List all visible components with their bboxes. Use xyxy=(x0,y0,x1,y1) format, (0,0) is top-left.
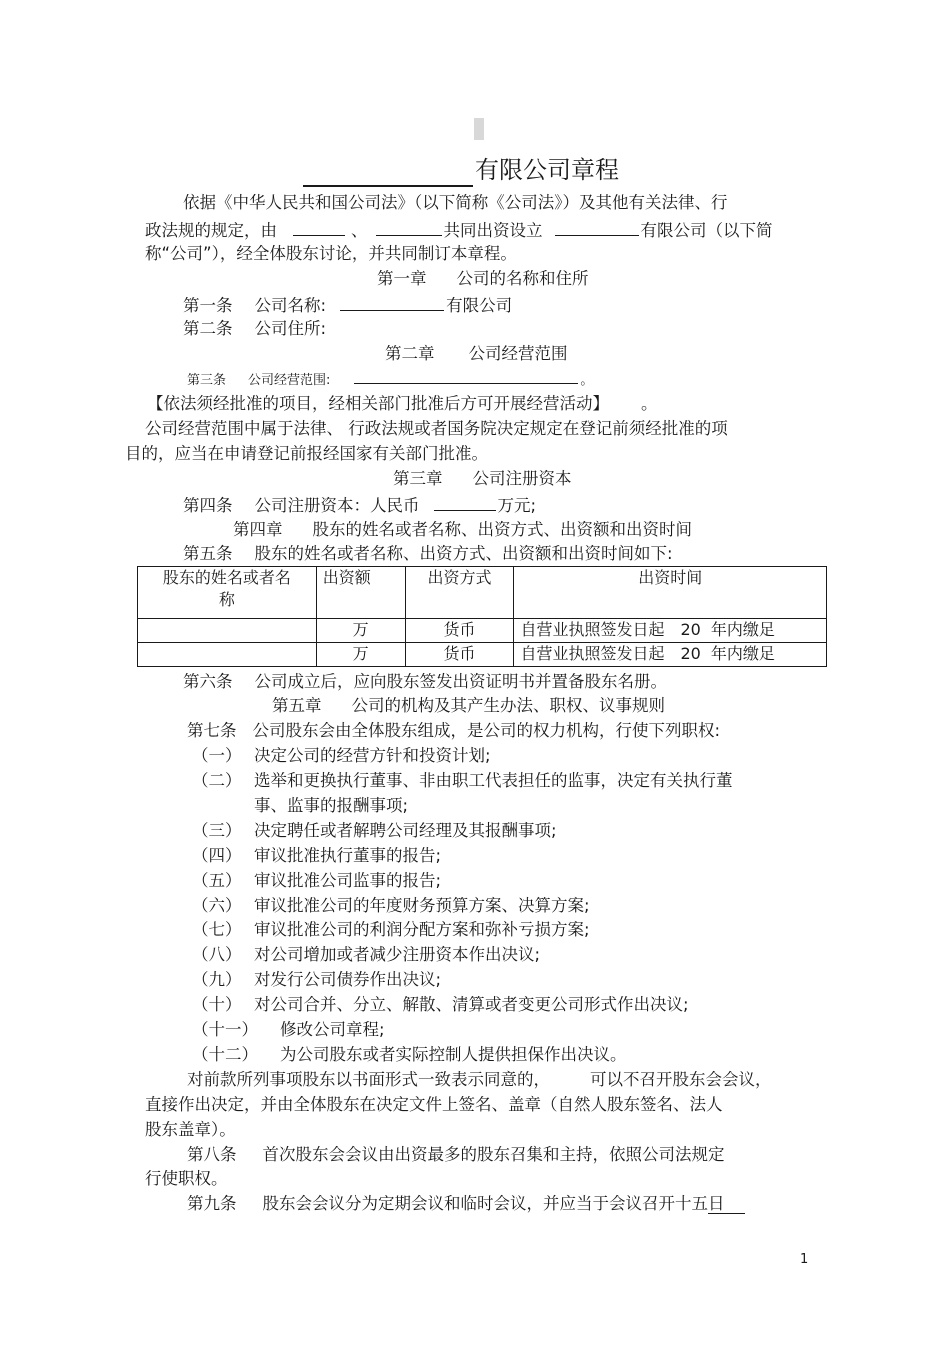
cell-method: 货币 xyxy=(405,643,514,667)
cell-time: 自营业执照签发日起 20 年内缴足 xyxy=(514,643,827,667)
chapter-2-heading: 第二章 公司经营范围 xyxy=(385,344,568,363)
article-9: 第九条 股东会会议分为定期会议和临时会议，并应当于会议召开十五日 xyxy=(187,1193,745,1215)
list-item: （七） 审议批准公司的利润分配方案和弥补亏损方案; xyxy=(192,920,590,939)
header-method: 出资方式 xyxy=(405,567,514,619)
consent-line-3: 股东盖章）。 xyxy=(145,1120,236,1139)
article-5: 第五条 股东的姓名或者名称、出资方式、出资额和出资时间如下: xyxy=(183,544,673,563)
preamble-line-3: 称“公司”），经全体股东讨论，并共同制订本章程。 xyxy=(145,244,517,263)
scope-para-line-1: 公司经营范围中属于法律、 行政法规或者国务院决定规定在登记前须经批准的项 xyxy=(145,419,728,438)
list-item: （四） 审议批准执行董事的报告; xyxy=(192,846,442,865)
list-item: （九） 对发行公司债券作出决议; xyxy=(192,970,442,989)
consent-line-2: 直接作出决定，并由全体股东在决定文件上签名、盖章（自然人股东签名、法人 xyxy=(145,1095,723,1114)
chapter-3-heading: 第三章 公司注册资本 xyxy=(393,469,572,488)
list-item: （三） 决定聘任或者解聘公司经理及其报酬事项; xyxy=(192,821,557,840)
list-item: （六） 审议批准公司的年度财务预算方案、决算方案; xyxy=(192,896,590,915)
article-1: 第一条 公司名称: 有限公司 xyxy=(183,293,512,317)
business-scope-field[interactable] xyxy=(354,370,578,384)
article-6: 第六条 公司成立后，应向股东签发出资证明书并置备股东名册。 xyxy=(183,672,667,691)
article-8-continued: 行使职权。 xyxy=(145,1169,228,1188)
scan-mark xyxy=(474,118,484,140)
cell-amount[interactable]: 万 xyxy=(316,619,405,643)
article-4: 第四条 公司注册资本：人民币 万元; xyxy=(183,493,536,517)
list-item: （十） 对公司合并、分立、解散、清算或者变更公司形式作出决议; xyxy=(192,995,689,1014)
list-item: （十二） 为公司股东或者实际控制人提供担保作出决议。 xyxy=(192,1045,627,1064)
scope-para-line-2: 目的，应当在申请登记前报经国家有关部门批准。 xyxy=(125,444,488,463)
header-name: 股东的姓名或者名 称 xyxy=(138,567,317,619)
list-item: （五） 审议批准公司监事的报告; xyxy=(192,871,442,890)
company-name-blank[interactable] xyxy=(303,159,473,187)
contribution-table xyxy=(137,566,827,667)
header-amount: 出资额 xyxy=(316,567,405,619)
article-8: 第八条 首次股东会会议由出资最多的股东召集和主持，依照公司法规定 xyxy=(187,1145,725,1164)
article-3: 第三条 公司经营范围: 。 xyxy=(187,370,593,392)
list-item: （一） 决定公司的经营方针和投资计划; xyxy=(192,746,491,765)
shareholder-blank-1[interactable] xyxy=(293,218,345,236)
header-time: 出资时间 xyxy=(514,567,827,619)
list-item-continued: 事、监事的报酬事项; xyxy=(254,796,409,815)
table-row xyxy=(138,619,827,643)
company-name-field[interactable] xyxy=(340,293,444,311)
list-item: （二） 选举和更换执行董事、非由职工代表担任的监事，决定有关执行董 xyxy=(192,771,733,790)
table-row xyxy=(138,643,827,667)
chapter-5-heading: 第五章 公司的机构及其产生办法、职权、议事规则 xyxy=(272,696,665,715)
company-blank[interactable] xyxy=(555,218,639,236)
list-item: （八） 对公司增加或者减少注册资本作出决议; xyxy=(192,945,541,964)
document-title: 有限公司章程 xyxy=(303,153,619,187)
registered-capital-field[interactable] xyxy=(434,493,496,511)
chapter-4-heading: 第四章 股东的姓名或者名称、出资方式、出资额和出资时间 xyxy=(233,520,692,539)
preamble-line-2: 政法规的规定，由 、 共同出资设立 有限公司（以下简 xyxy=(145,218,773,242)
scope-note: 【依法须经批准的项目，经相关部门批准后方可开展经营活动】 。 xyxy=(147,394,658,413)
shareholder-blank-2[interactable] xyxy=(376,218,442,236)
article-7: 第七条 公司股东会由全体股东组成，是公司的权力机构，行使下列职权: xyxy=(187,721,721,740)
chapter-1-heading: 第一章 公司的名称和住所 xyxy=(377,269,589,288)
article-2: 第二条 公司住所: xyxy=(183,319,327,338)
cell-shareholder-name[interactable] xyxy=(138,643,317,667)
table-header-row xyxy=(138,567,827,619)
list-item: （十一） 修改公司章程; xyxy=(192,1020,385,1039)
consent-line-1: 对前款所列事项股东以书面形式一致表示同意的， 可以不召开股东会会议， xyxy=(187,1070,772,1089)
cell-time: 自营业执照签发日起 20 年内缴足 xyxy=(514,619,827,643)
page-number: 1 xyxy=(800,1252,809,1267)
cell-shareholder-name[interactable] xyxy=(138,619,317,643)
cell-method: 货币 xyxy=(405,619,514,643)
preamble-line-1: 依据《中华人民共和国公司法》（以下简称《公司法》）及其他有关法律、行 xyxy=(183,193,728,212)
cell-amount[interactable]: 万 xyxy=(316,643,405,667)
